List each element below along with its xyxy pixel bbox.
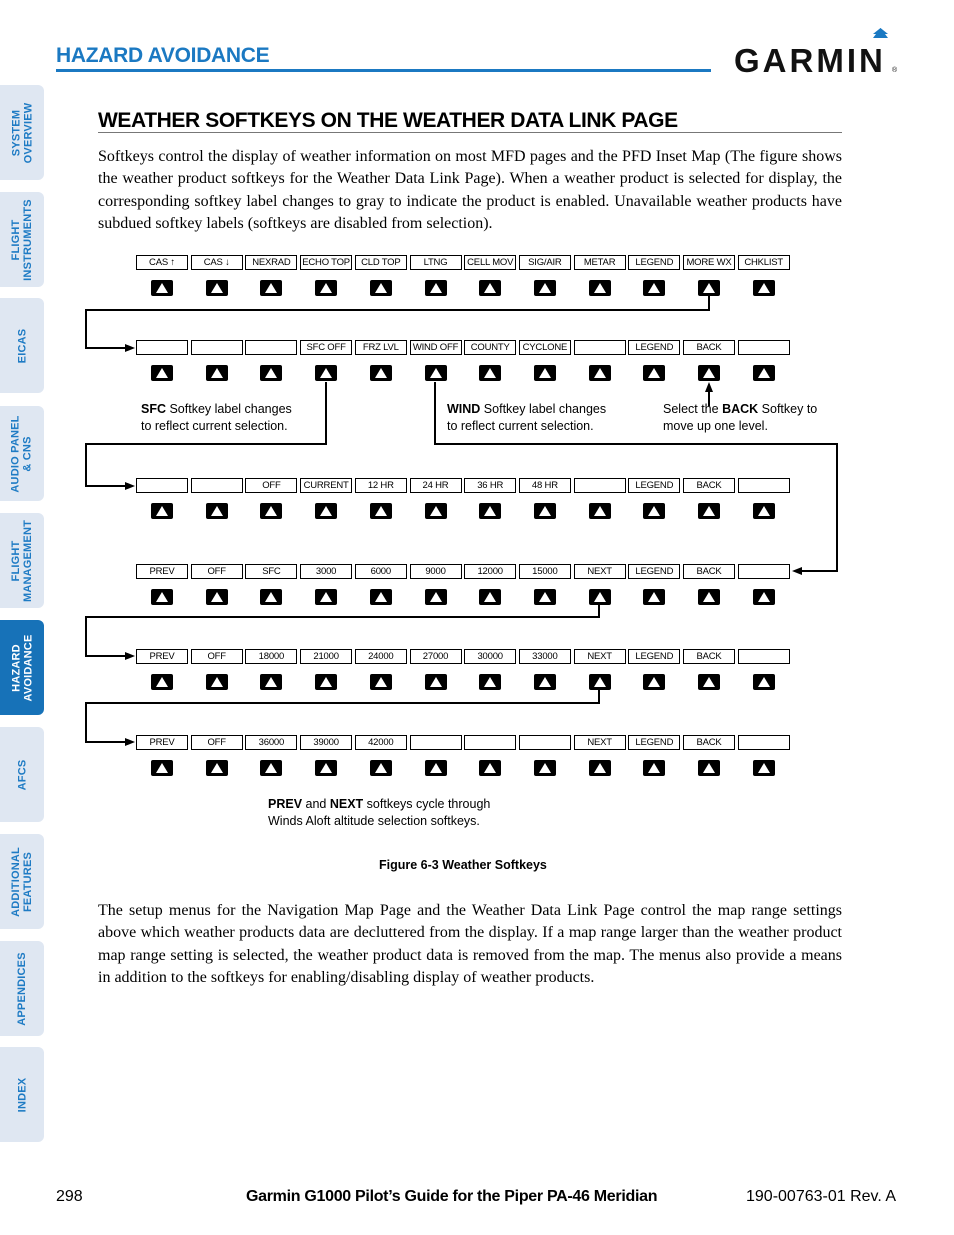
svg-text:®: ® bbox=[892, 67, 898, 74]
softkey-button-icon[interactable] bbox=[589, 365, 611, 381]
softkey-label-3000: 3000 bbox=[300, 564, 352, 579]
softkey-button-icon[interactable] bbox=[753, 503, 775, 519]
softkey-button-icon[interactable] bbox=[315, 365, 337, 381]
softkey-label-33000: 33000 bbox=[519, 649, 571, 664]
tab-additional-features[interactable] bbox=[0, 834, 44, 929]
softkey-label-back: BACK bbox=[683, 735, 735, 750]
softkey-button-icon[interactable] bbox=[425, 503, 447, 519]
softkey-label-21000: 21000 bbox=[300, 649, 352, 664]
softkey-button-icon[interactable] bbox=[534, 674, 556, 690]
softkey-label-blank bbox=[136, 478, 188, 493]
softkey-label-prev: PREV bbox=[136, 649, 188, 664]
tab-label: FLIGHT MANAGEMENT bbox=[10, 519, 34, 602]
tab-flight-management[interactable] bbox=[0, 513, 44, 608]
softkey-button-icon[interactable] bbox=[698, 674, 720, 690]
back-note: Select the BACK Softkey to move up one level. bbox=[663, 402, 818, 433]
softkey-label-more-wx: MORE WX bbox=[683, 255, 735, 270]
tab-label: SYSTEM OVERVIEW bbox=[10, 102, 34, 163]
softkey-button-icon[interactable] bbox=[260, 503, 282, 519]
tab-appendices[interactable] bbox=[0, 941, 44, 1036]
softkey-button-icon[interactable] bbox=[260, 760, 282, 776]
softkey-label-blank bbox=[464, 735, 516, 750]
softkey-label-county: COUNTY bbox=[464, 340, 516, 355]
softkey-button-icon[interactable] bbox=[753, 280, 775, 296]
softkey-button-icon[interactable] bbox=[479, 589, 501, 605]
softkey-label-chklist: CHKLIST bbox=[738, 255, 790, 270]
tab-label: INDEX bbox=[16, 1077, 28, 1112]
softkey-label-blank bbox=[738, 649, 790, 664]
softkey-label-back: BACK bbox=[683, 340, 735, 355]
softkey-button-icon[interactable] bbox=[698, 503, 720, 519]
softkey-button-icon[interactable] bbox=[206, 503, 228, 519]
softkey-label-legend: LEGEND bbox=[628, 478, 680, 493]
heading-rule bbox=[98, 132, 842, 133]
softkey-button-icon[interactable] bbox=[753, 589, 775, 605]
softkey-button-icon[interactable] bbox=[370, 760, 392, 776]
doc-number: 190-00763-01 Rev. A bbox=[746, 1188, 897, 1205]
softkey-label-12000: 12000 bbox=[464, 564, 516, 579]
softkey-button-icon[interactable] bbox=[260, 280, 282, 296]
softkey-button-icon[interactable] bbox=[534, 760, 556, 776]
figure-caption: Figure 6-3 Weather Softkeys bbox=[379, 858, 547, 872]
softkey-label-blank bbox=[574, 478, 626, 493]
softkey-label-sfc: SFC bbox=[245, 564, 297, 579]
softkey-label-27000: 27000 bbox=[410, 649, 462, 664]
softkey-button-icon[interactable] bbox=[315, 503, 337, 519]
softkey-label-off: OFF bbox=[191, 735, 243, 750]
softkey-button-icon[interactable] bbox=[206, 365, 228, 381]
softkey-label-back: BACK bbox=[683, 649, 735, 664]
section-title: HAZARD AVOIDANCE bbox=[56, 44, 270, 67]
footer-title: Garmin G1000 Pilot’s Guide for the Piper PA-46 Meridian bbox=[246, 1188, 658, 1205]
softkey-button-icon[interactable] bbox=[370, 503, 392, 519]
softkey-label-42000: 42000 bbox=[355, 735, 407, 750]
softkey-label-frz-lvl: FRZ LVL bbox=[355, 340, 407, 355]
softkey-label-15000: 15000 bbox=[519, 564, 571, 579]
softkey-label-30000: 30000 bbox=[464, 649, 516, 664]
softkey-label-legend: LEGEND bbox=[628, 255, 680, 270]
softkey-label-back: BACK bbox=[683, 564, 735, 579]
softkey-label-blank bbox=[738, 735, 790, 750]
softkey-button-icon[interactable] bbox=[370, 674, 392, 690]
softkey-button-icon[interactable] bbox=[151, 674, 173, 690]
softkey-label-36-hr: 36 HR bbox=[464, 478, 516, 493]
softkey-label-blank bbox=[738, 564, 790, 579]
softkey-button-icon[interactable] bbox=[643, 280, 665, 296]
softkey-button-icon[interactable] bbox=[315, 760, 337, 776]
softkey-button-icon[interactable] bbox=[206, 760, 228, 776]
header-rule bbox=[56, 69, 711, 72]
softkey-label-cell-mov: CELL MOV bbox=[464, 255, 516, 270]
softkey-label-legend: LEGEND bbox=[628, 564, 680, 579]
softkey-button-icon[interactable] bbox=[643, 503, 665, 519]
intro-paragraph: Softkeys control the display of weather information on most MFD pages and the PFD Inset Map (The figure shows the weather product softkeys for the Weather Data Link Page). When a weather product is selected for display, the corresponding softkey label changes to gray to indicate the product is enabled. Unavailable weather products have subdued softkey labels (softkeys are disabled from selection). bbox=[98, 148, 842, 232]
softkey-label-off: OFF bbox=[191, 564, 243, 579]
softkey-button-icon[interactable] bbox=[315, 674, 337, 690]
softkey-label-next: NEXT bbox=[574, 735, 626, 750]
softkey-button-icon[interactable] bbox=[260, 674, 282, 690]
tab-label: APPENDICES bbox=[16, 951, 28, 1026]
softkey-label-24-hr: 24 HR bbox=[410, 478, 462, 493]
softkey-button-icon[interactable] bbox=[534, 589, 556, 605]
softkey-button-icon[interactable] bbox=[370, 589, 392, 605]
tab-label: EICAS bbox=[16, 328, 28, 363]
tab-afcs[interactable] bbox=[0, 727, 44, 822]
softkey-button-icon[interactable] bbox=[370, 365, 392, 381]
softkey-label-next: NEXT bbox=[574, 649, 626, 664]
softkey-button-icon[interactable] bbox=[315, 589, 337, 605]
tab-label: ADDITIONAL FEATURES bbox=[10, 846, 35, 917]
softkey-label-18000: 18000 bbox=[245, 649, 297, 664]
softkey-label-blank bbox=[191, 340, 243, 355]
page-heading: WEATHER SOFTKEYS ON THE WEATHER DATA LINK PAGE bbox=[98, 109, 678, 132]
svg-text:GARMIN: GARMIN bbox=[734, 42, 886, 76]
tab-label: AUDIO PANEL & CNS bbox=[10, 414, 35, 493]
softkey-button-icon[interactable] bbox=[151, 280, 173, 296]
softkey-label-current: CURRENT bbox=[300, 478, 352, 493]
softkey-label-sfc-off: SFC OFF bbox=[300, 340, 352, 355]
softkey-button-icon[interactable] bbox=[206, 280, 228, 296]
softkey-label-prev: PREV bbox=[136, 564, 188, 579]
softkey-button-icon[interactable] bbox=[425, 674, 447, 690]
softkey-label-48-hr: 48 HR bbox=[519, 478, 571, 493]
tab-label: HAZARD AVOIDANCE bbox=[10, 634, 34, 701]
softkey-label-wind-off: WIND OFF bbox=[410, 340, 462, 355]
softkey-button-icon[interactable] bbox=[753, 674, 775, 690]
softkey-button-icon[interactable] bbox=[753, 365, 775, 381]
tab-system-overview[interactable] bbox=[0, 85, 44, 180]
softkey-button-icon[interactable] bbox=[479, 674, 501, 690]
softkey-button-icon[interactable] bbox=[643, 760, 665, 776]
softkey-button-icon[interactable] bbox=[698, 760, 720, 776]
softkey-button-icon[interactable] bbox=[698, 589, 720, 605]
softkey-label-blank bbox=[738, 340, 790, 355]
softkey-button-icon[interactable] bbox=[589, 589, 611, 605]
tab-hazard-avoidance[interactable] bbox=[0, 620, 44, 715]
softkey-button-icon[interactable] bbox=[643, 589, 665, 605]
softkey-label-prev: PREV bbox=[136, 735, 188, 750]
softkey-button-icon[interactable] bbox=[643, 365, 665, 381]
garmin-logo bbox=[734, 24, 898, 76]
softkey-label-6000: 6000 bbox=[355, 564, 407, 579]
softkey-label-metar: METAR bbox=[574, 255, 626, 270]
softkey-label-blank bbox=[245, 340, 297, 355]
softkey-button-icon[interactable] bbox=[425, 760, 447, 776]
softkey-label-12-hr: 12 HR bbox=[355, 478, 407, 493]
wind-note: WIND Softkey label changes to reflect current selection. bbox=[447, 402, 607, 433]
tab-eicas[interactable] bbox=[0, 298, 44, 393]
tab-label: AFCS bbox=[16, 759, 28, 790]
softkey-button-icon[interactable] bbox=[315, 280, 337, 296]
softkey-label-blank bbox=[410, 735, 462, 750]
softkey-button-icon[interactable] bbox=[425, 365, 447, 381]
softkey-label-legend: LEGEND bbox=[628, 340, 680, 355]
softkey-label-legend: LEGEND bbox=[628, 735, 680, 750]
softkey-button-icon[interactable] bbox=[479, 760, 501, 776]
softkey-button-icon[interactable] bbox=[753, 760, 775, 776]
softkey-label-legend: LEGEND bbox=[628, 649, 680, 664]
softkey-button-icon[interactable] bbox=[260, 365, 282, 381]
softkey-button-icon[interactable] bbox=[534, 503, 556, 519]
softkey-button-icon[interactable] bbox=[151, 365, 173, 381]
softkey-label-cld-top: CLD TOP bbox=[355, 255, 407, 270]
softkey-button-icon[interactable] bbox=[206, 674, 228, 690]
softkey-label-blank bbox=[136, 340, 188, 355]
softkey-label-36000: 36000 bbox=[245, 735, 297, 750]
softkey-label-39000: 39000 bbox=[300, 735, 352, 750]
softkey-button-icon[interactable] bbox=[589, 760, 611, 776]
softkey-button-icon[interactable] bbox=[479, 503, 501, 519]
softkey-label-cas: CAS ↓ bbox=[191, 255, 243, 270]
softkey-button-icon[interactable] bbox=[425, 280, 447, 296]
tab-flight-instruments[interactable] bbox=[0, 192, 44, 287]
softkey-label-off: OFF bbox=[245, 478, 297, 493]
tab-index[interactable] bbox=[0, 1047, 44, 1142]
softkey-button-icon[interactable] bbox=[589, 503, 611, 519]
softkey-label-off: OFF bbox=[191, 649, 243, 664]
softkey-button-icon[interactable] bbox=[151, 760, 173, 776]
softkey-label-24000: 24000 bbox=[355, 649, 407, 664]
softkey-label-cas: CAS ↑ bbox=[136, 255, 188, 270]
softkey-label-next: NEXT bbox=[574, 564, 626, 579]
softkey-button-icon[interactable] bbox=[206, 589, 228, 605]
softkey-label-blank bbox=[191, 478, 243, 493]
tab-label: FLIGHT INSTRUMENTS bbox=[10, 198, 34, 281]
softkey-button-icon[interactable] bbox=[479, 280, 501, 296]
softkey-label-blank bbox=[574, 340, 626, 355]
softkey-button-icon[interactable] bbox=[534, 365, 556, 381]
softkey-button-icon[interactable] bbox=[534, 280, 556, 296]
softkey-label-blank bbox=[519, 735, 571, 750]
page-number: 298 bbox=[56, 1188, 83, 1205]
sfc-note: SFC Softkey label changes to reflect current selection. bbox=[141, 402, 292, 433]
softkey-button-icon[interactable] bbox=[425, 589, 447, 605]
softkey-label-9000: 9000 bbox=[410, 564, 462, 579]
softkey-button-icon[interactable] bbox=[260, 589, 282, 605]
softkey-label-blank bbox=[738, 478, 790, 493]
softkey-label-sig-air: SIG/AIR bbox=[519, 255, 571, 270]
softkey-button-icon[interactable] bbox=[589, 280, 611, 296]
softkey-label-echo-top: ECHO TOP bbox=[300, 255, 352, 270]
softkey-label-back: BACK bbox=[683, 478, 735, 493]
tab-audio-panel-cns[interactable] bbox=[0, 406, 44, 501]
softkey-button-icon[interactable] bbox=[479, 365, 501, 381]
softkey-label-cyclone: CYCLONE bbox=[519, 340, 571, 355]
setup-paragraph: The setup menus for the Navigation Map Page and the Weather Data Link Page control the map range settings above which weather products data are decluttered from the display. If a map range larger than the weather product map range setting is selected, the weather product data is removed from the map. The menus also provide a means in addition to the softkeys for enabling/disabling display of weather products. bbox=[98, 902, 842, 986]
softkey-label-ltng: LTNG bbox=[410, 255, 462, 270]
softkey-button-icon[interactable] bbox=[698, 365, 720, 381]
softkey-button-icon[interactable] bbox=[151, 503, 173, 519]
softkey-button-icon[interactable] bbox=[589, 674, 611, 690]
softkey-label-nexrad: NEXRAD bbox=[245, 255, 297, 270]
softkey-button-icon[interactable] bbox=[151, 589, 173, 605]
softkey-button-icon[interactable] bbox=[698, 280, 720, 296]
softkey-button-icon[interactable] bbox=[643, 674, 665, 690]
softkey-button-icon[interactable] bbox=[370, 280, 392, 296]
prev-next-note: PREV and NEXT softkeys cycle through Winds Aloft altitude selection softkeys. bbox=[268, 797, 491, 828]
